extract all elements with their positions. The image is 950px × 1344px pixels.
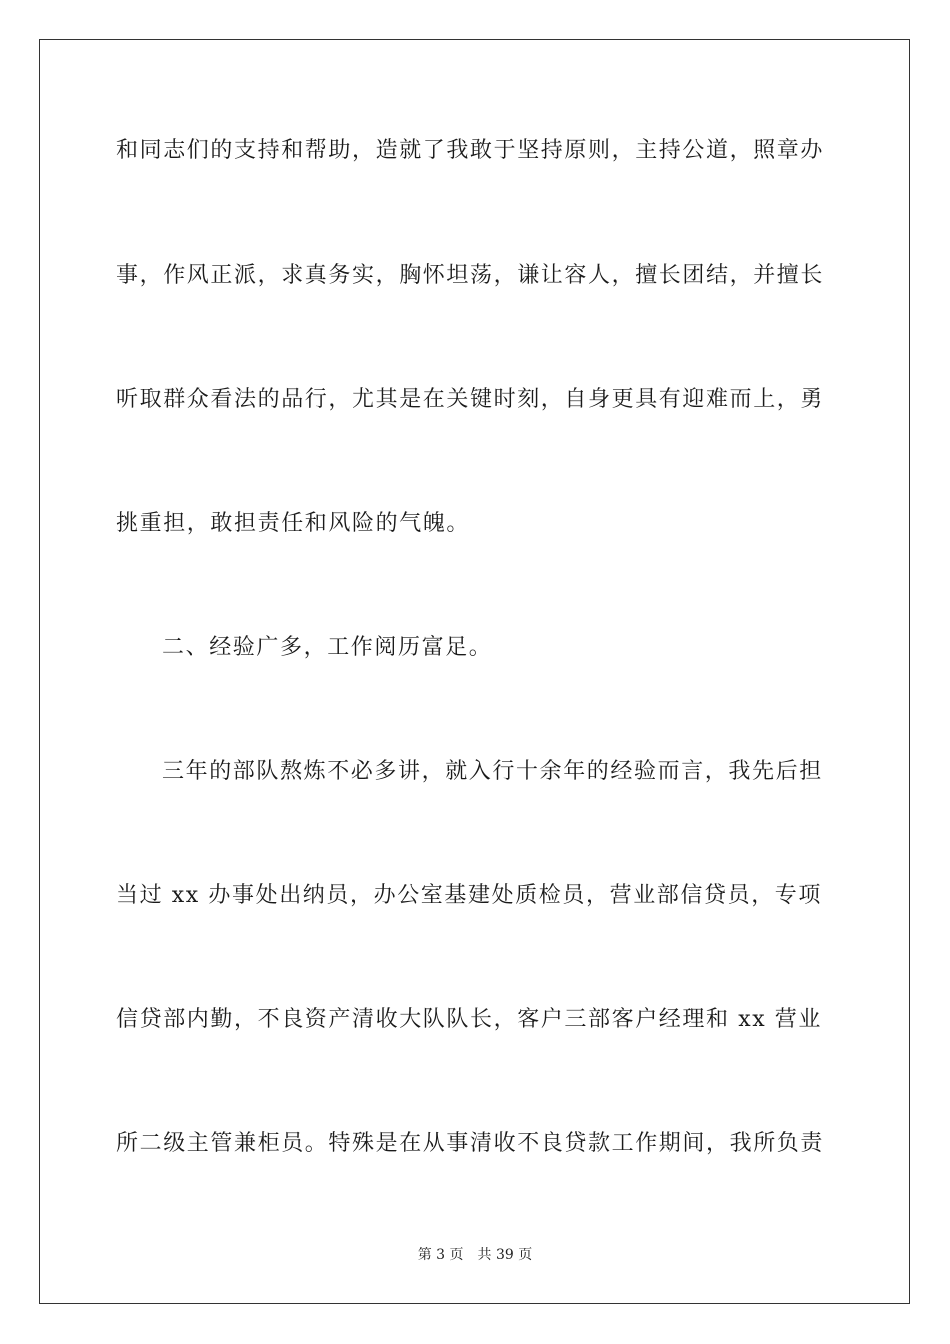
- body-text-line: 信贷部内勤，不良资产清收大队队长，客户三部客户经理和 xx 营业: [116, 1007, 823, 1032]
- body-text-line: 事，作风正派，求真务实，胸怀坦荡，谦让容人，擅长团结，并擅长: [116, 263, 825, 288]
- page-footer: [0, 1245, 950, 1265]
- body-text-line: 当过 xx 办事处出纳员，办公室基建处质检员，营业部信贷员，专项: [116, 883, 823, 908]
- page-border: [39, 39, 910, 1304]
- page-number: 第 3 页: [417, 1247, 464, 1263]
- body-text-line: 听取群众看法的品行，尤其是在关键时刻，自身更具有迎难而上，勇: [116, 387, 825, 412]
- body-text-line: 挑重担，敢担责任和风险的气魄。: [116, 511, 471, 536]
- body-text-line: 和同志们的支持和帮助，造就了我敢于坚持原则，主持公道，照章办: [116, 138, 825, 163]
- section-heading: 二、经验广多，工作阅历富足。: [162, 635, 493, 660]
- page-total: 共 39 页: [477, 1247, 533, 1263]
- body-text-line: 三年的部队熬炼不必多讲，就入行十余年的经验而言，我先后担: [162, 759, 823, 784]
- body-text-line: 所二级主管兼柜员。特殊是在从事清收不良贷款工作期间，我所负责: [116, 1131, 825, 1156]
